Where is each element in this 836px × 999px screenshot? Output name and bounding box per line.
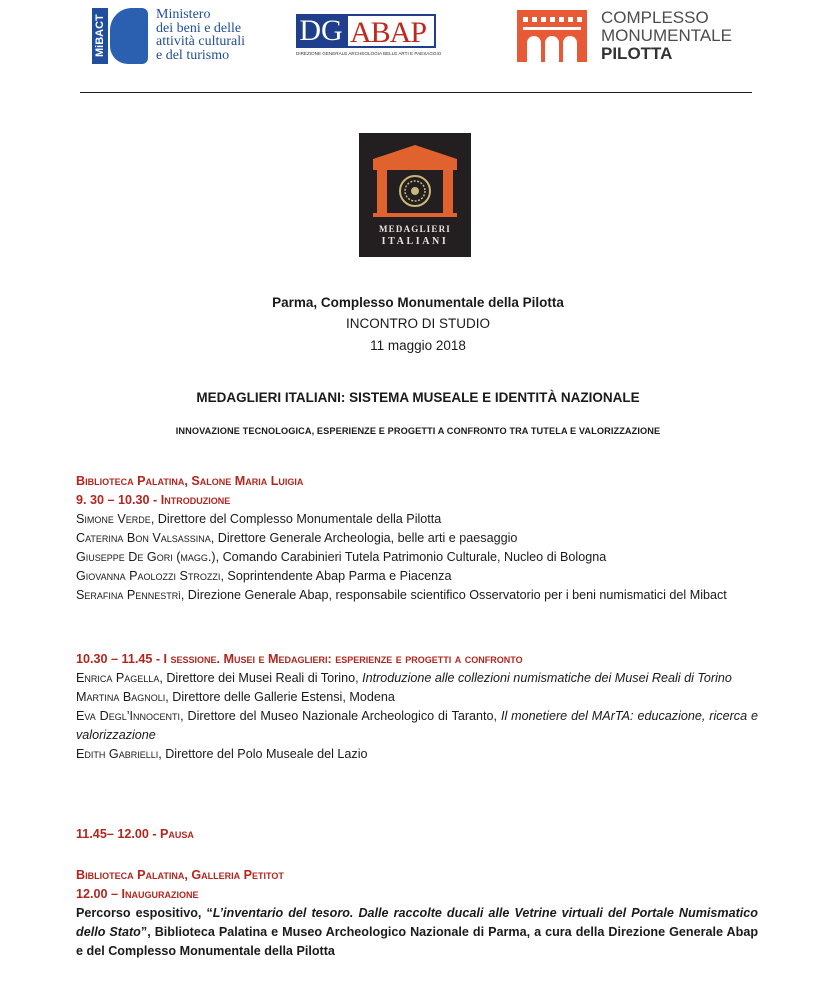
speaker-role: , Direttore del Museo Nazionale Archeologico di Taranto,: [180, 709, 501, 723]
speaker-name: Giovanna Paolozzi Strozzi: [76, 569, 221, 583]
speaker-role: , Direttore del Complesso Monumentale della Pilotta: [150, 512, 442, 526]
mibact-logo: [92, 6, 262, 66]
speaker-name: Edith Gabrielli: [76, 747, 159, 761]
speaker-name: Eva Degl’Innocenti: [76, 709, 181, 723]
session-prima: [76, 650, 758, 764]
medaglieri-logo-line1: MEDAGLIERI: [378, 224, 451, 234]
session-time-title: 12.00 – Inaugurazione: [76, 887, 199, 901]
medaglieri-logo-line2: ITALIANI: [381, 236, 449, 247]
speaker: [76, 567, 758, 586]
session-time-title: 9. 30 – 10.30 - Introduzione: [76, 493, 231, 507]
exhibition-title: L’inventario del tesoro. Dalle raccolte ducali alle Vetrine virtuali del Portale Numismatico dello Stato: [76, 906, 758, 939]
event-date: 11 maggio 2018: [370, 338, 466, 353]
speaker-role: , Direzione Generale Abap, responsabile scientifico Osservatorio per i beni numismatici del Mibact: [180, 588, 727, 602]
main-subtitle: INNOVAZIONE TECNOLOGICA, ESPERIENZE E PROGETTI A CONFRONTO TRA TUTELA E VALORIZZAZIONE: [175, 426, 661, 436]
speaker: [76, 548, 758, 567]
speaker: [76, 669, 758, 688]
speaker-talk: Introduzione alle collezioni numismatiche dei Musei Reali di Torino: [362, 671, 732, 685]
speaker: [76, 745, 758, 764]
session-pausa: [76, 825, 758, 844]
speaker-name: Serafina Pennestrì: [76, 588, 181, 602]
speaker: [76, 688, 758, 707]
speaker: [76, 707, 758, 745]
speaker-role: , Direttore del Polo Museale del Lazio: [158, 747, 368, 761]
speaker-name: Enrica Pagella: [76, 671, 160, 685]
exhibition-description: Percorso espositivo, “L’inventario del tesoro. Dalle raccolte ducali alle Vetrine virtuali del Portale Numismatico dello Stato”, Biblioteca Palatina e Museo Archeologico Nazionale di Parma, a cura della Direzione Generale Abap e del Complesso Monumentale della Pilotta: [76, 906, 759, 958]
speaker: [76, 529, 758, 548]
speaker-role: , Soprintendente Abap Parma e Piacenza: [220, 569, 452, 583]
dgabap-logo: [296, 14, 442, 62]
session-time-title: 11.45– 12.00 - Pausa: [76, 827, 194, 841]
speaker-role: , Comando Carabinieri Tutela Patrimonio Culturale, Nucleo di Bologna: [215, 550, 607, 564]
mibact-vertical-label: MiBACT: [92, 8, 108, 64]
speaker-role: , Direttore dei Musei Reali di Torino,: [159, 671, 363, 685]
speaker-talk: Il monetiere del MArTA: educazione, ricerca e valorizzazione: [76, 709, 758, 742]
speaker-name: Martina Bagnoli: [76, 690, 166, 704]
speaker-name: Giuseppe De Gori (magg.): [76, 550, 216, 564]
mibact-head-emblem: [110, 8, 148, 64]
pilotta-name: COMPLESSO MONUMENTALE PILOTTA: [601, 8, 732, 63]
speaker-name: Simone Verde: [76, 512, 151, 526]
medaglieri-logo: [359, 133, 471, 257]
speaker: [76, 510, 758, 529]
main-title: MEDAGLIERI ITALIANI: SISTEMA MUSEALE E IDENTITÀ NAZIONALE: [196, 390, 640, 405]
dgabap-subtitle: DIREZIONE GENERALE ARCHEOLOGIA BELLE ARTI E PAESAGGIO: [296, 51, 442, 56]
session-location: Biblioteca Palatina, Galleria Petitot: [76, 868, 284, 882]
pilotta-emblem-icon: [517, 10, 587, 62]
speaker-name: Caterina Bon Valsassina: [76, 531, 211, 545]
speaker: [76, 586, 758, 605]
header-logos: [0, 0, 836, 80]
session-inaugurazione: [76, 866, 758, 961]
mibact-name: Ministero dei beni e delle attività culturali e del turismo: [156, 7, 246, 63]
event-place: Parma, Complesso Monumentale della Pilotta: [272, 295, 564, 310]
speaker-role: , Direttore Generale Archeologia, belle arti e paesaggio: [210, 531, 518, 545]
session-location: Biblioteca Palatina, Salone Maria Luigia: [76, 474, 304, 488]
dgabap-dg: DG: [296, 14, 346, 48]
dgabap-abap: ABAP: [346, 14, 436, 48]
event-type: INCONTRO DI STUDIO: [346, 316, 490, 331]
speaker-role: , Direttore delle Gallerie Estensi, Modena: [165, 690, 395, 704]
header-divider: [80, 92, 752, 93]
session-time-title: 10.30 – 11.45 - I sessione. Musei e Medaglieri: esperienze e progetti a confronto: [76, 652, 523, 666]
pilotta-logo: [517, 10, 747, 66]
session-introduzione: [76, 472, 758, 605]
